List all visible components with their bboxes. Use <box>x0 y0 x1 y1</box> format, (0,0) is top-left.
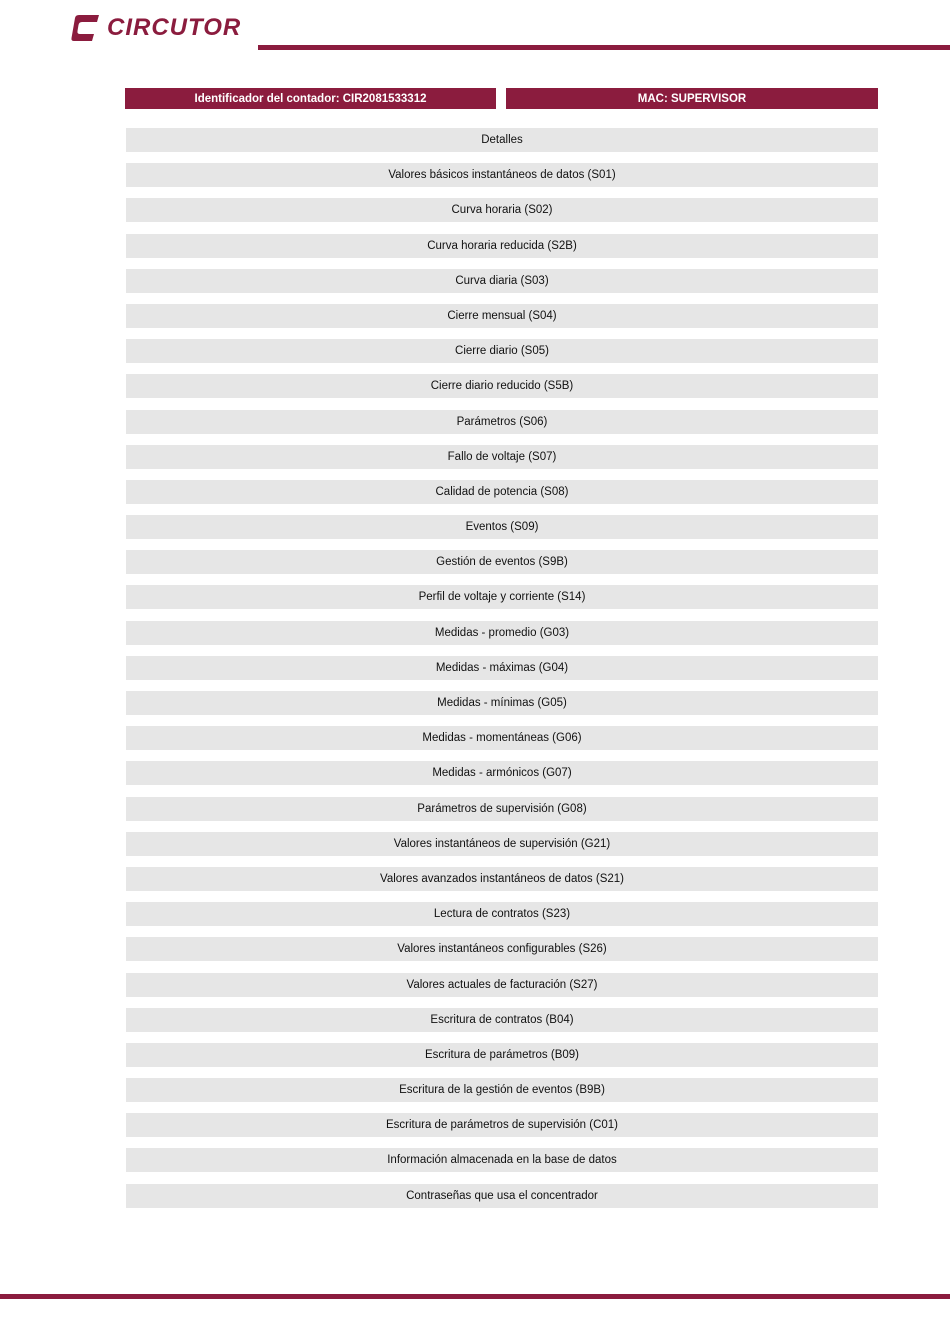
menu-item-s9b[interactable]: Gestión de eventos (S9B) <box>126 550 878 574</box>
menu-item-s02[interactable]: Curva horaria (S02) <box>126 198 878 222</box>
menu-item-b09[interactable]: Escritura de parámetros (B09) <box>126 1043 878 1067</box>
menu-item-g21[interactable]: Valores instantáneos de supervisión (G21) <box>126 832 878 856</box>
menu-item-database-info[interactable]: Información almacenada en la base de datos <box>126 1148 878 1172</box>
header-divider <box>258 45 950 50</box>
circutor-logo-icon <box>70 12 102 44</box>
menu-item-c01[interactable]: Escritura de parámetros de supervisión (C01) <box>126 1113 878 1137</box>
menu-item-s04[interactable]: Cierre mensual (S04) <box>126 304 878 328</box>
menu-item-g07[interactable]: Medidas - armónicos (G07) <box>126 761 878 785</box>
menu-item-g05[interactable]: Medidas - mínimas (G05) <box>126 691 878 715</box>
menu-item-s21[interactable]: Valores avanzados instantáneos de datos (S21) <box>126 867 878 891</box>
menu-item-s14[interactable]: Perfil de voltaje y corriente (S14) <box>126 585 878 609</box>
menu-item-s5b[interactable]: Cierre diario reducido (S5B) <box>126 374 878 398</box>
menu-item-b9b[interactable]: Escritura de la gestión de eventos (B9B) <box>126 1078 878 1102</box>
menu-item-b04[interactable]: Escritura de contratos (B04) <box>126 1008 878 1032</box>
brand-name: CIRCUTOR <box>107 14 242 41</box>
menu-item-s03[interactable]: Curva diaria (S03) <box>126 269 878 293</box>
menu-item-g06[interactable]: Medidas - momentáneas (G06) <box>126 726 878 750</box>
menu-item-g08[interactable]: Parámetros de supervisión (G08) <box>126 797 878 821</box>
menu-item-g03[interactable]: Medidas - promedio (G03) <box>126 621 878 645</box>
menu-list <box>126 128 878 1219</box>
menu-item-s2b[interactable]: Curva horaria reducida (S2B) <box>126 234 878 258</box>
meter-id-bar: Identificador del contador: CIR2081533312 <box>125 88 496 109</box>
menu-item-s08[interactable]: Calidad de potencia (S08) <box>126 480 878 504</box>
menu-item-s05[interactable]: Cierre diario (S05) <box>126 339 878 363</box>
brand-logo <box>70 12 241 44</box>
footer-divider <box>0 1294 950 1299</box>
menu-item-s06[interactable]: Parámetros (S06) <box>126 410 878 434</box>
menu-item-s27[interactable]: Valores actuales de facturación (S27) <box>126 973 878 997</box>
menu-item-s07[interactable]: Fallo de voltaje (S07) <box>126 445 878 469</box>
menu-item-passwords[interactable]: Contraseñas que usa el concentrador <box>126 1184 878 1208</box>
menu-item-s01[interactable]: Valores básicos instantáneos de datos (S01) <box>126 163 878 187</box>
menu-item-s09[interactable]: Eventos (S09) <box>126 515 878 539</box>
menu-item-s23[interactable]: Lectura de contratos (S23) <box>126 902 878 926</box>
menu-item-detalles[interactable]: Detalles <box>126 128 878 152</box>
mac-bar: MAC: SUPERVISOR <box>506 88 878 109</box>
menu-item-g04[interactable]: Medidas - máximas (G04) <box>126 656 878 680</box>
menu-item-s26[interactable]: Valores instantáneos configurables (S26) <box>126 937 878 961</box>
